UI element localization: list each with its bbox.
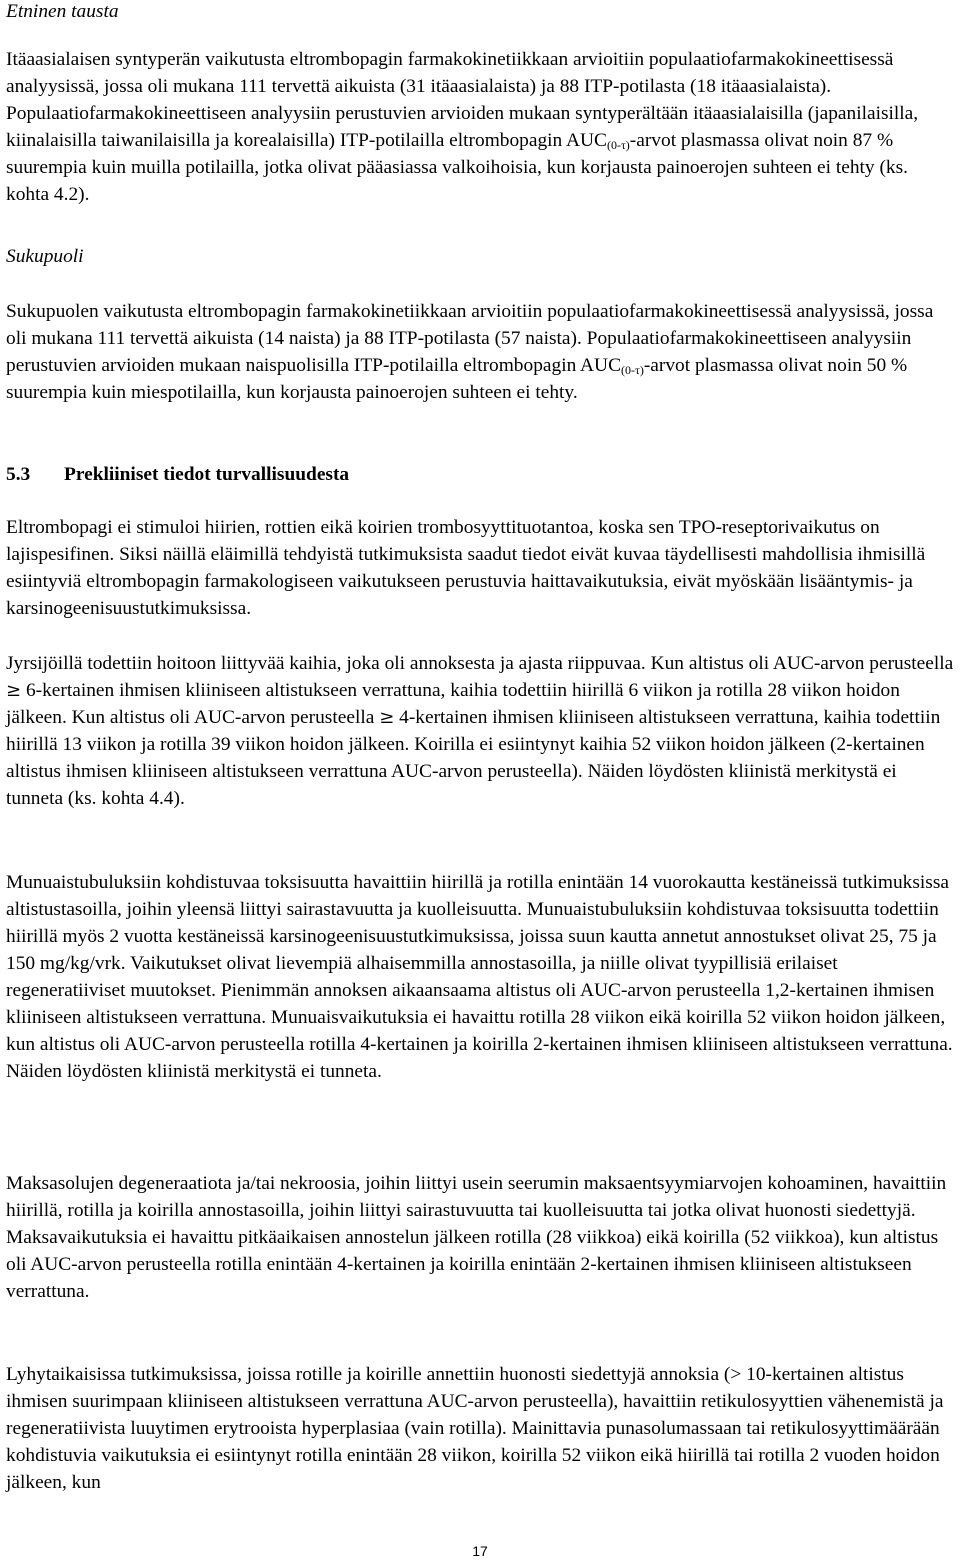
preclinical-paragraph-1: Eltrombopagi ei stimuloi hiirien, rottien eikä koirien trombosyyttituotantoa, koska sen TPO-reseptorivaikutus on lajispesifinen. Siksi näillä eläimillä tehdyistä tutkimuksista saadut tiedot eivät kuvaa täydellisesti mahdollisia ihmisillä esiintyviä eltrombopagin farmakologiseen vaikutukseen perustuvia haittavaikutuksia, eivät myöskään lisääntymis- ja karsinogeenisuustutkimuksissa. (6, 517, 926, 619)
ethnic-paragraph-text-b: -arvot plasmassa olivat noin 87 % suurempia kuin muilla potilailla, jotka olivat pääasiassa valkoihoisia, kun korjausta painoerojen suhteen ei tehty (ks. kohta 4.2). (6, 130, 908, 205)
auc-subscript: (0-τ) (621, 363, 644, 377)
sex-paragraph-text-b: -arvot plasmassa olivat noin 50 % suurempia kuin miespotilailla, kun korjausta painoerojen suhteen ei tehty. (6, 355, 908, 403)
ethnic-paragraph (6, 46, 954, 208)
sex-paragraph-text-a: Sukupuolen vaikutusta eltrombopagin farmakokinetiikkaan arvioitiin populaatiofarmakokineettisessä analyysissä, jossa oli mukana 111 tervettä aikuista (14 naista) ja 88 ITP-potilasta (57 naista). Populaatiofarmakokineettiseen analyysiin perustuvien arvioiden mukaan naispuolisilla ITP-potilailla eltrombopagin AUC (6, 301, 934, 376)
section-heading-5-3 (6, 461, 349, 488)
preclinical-paragraph-5: Lyhytaikaisissa tutkimuksissa, joissa rotille ja koirille annettiin huonosti siedettyjä annoksia (> 10-kertainen altistus ihmisen suurimpaan kliiniseen altistukseen verrattuna AUC-arvon perusteella), havaittiin retikulosyyttien vähenemistä ja regeneratiivista luuytimen erytrooista hyperplasiaa (vain rotilla). Mainittavia punasolumassaan tai retikulosyyttimäärään kohdistuvia vaikutuksia ei esiintynyt rotilla enintään 28 viikon, koirilla 52 viikon eikä hiirillä tai rotilla 2 vuoden hoidon jälkeen, kun (6, 1364, 944, 1493)
section-number: 5.3 (6, 464, 31, 485)
page-number: 17 (472, 1543, 488, 1559)
greater-equal-symbol: ≥ (6, 680, 22, 701)
auc-subscript: (0-τ) (606, 138, 630, 152)
preclinical-paragraph-4: Maksasolujen degeneraatiota ja/tai nekroosia, joihin liittyi usein seerumin maksaentsyymiarvojen kohoaminen, havaittiin hiirillä, rotilla ja koirilla annostasoilla, joihin liittyi sairastuvuutta tai kuolleisuutta tai jotka olivat huonosti siedettyjä. Maksavaikutuksia ei havaittu pitkäaikaisen annostelun jälkeen rotilla (28 viikkoa) eikä koirilla (52 viikkoa), kun altistus oli AUC-arvon perusteella rotilla enintään 4-kertainen ja koirilla enintään 2-kertainen ihmisen kliiniseen altistukseen verrattuna. (6, 1173, 947, 1302)
sex-paragraph (6, 298, 954, 406)
ethnic-heading: Etninen tausta (6, 1, 119, 22)
cataract-text-a: Jyrsijöillä todettiin hoitoon liittyvää kaihia, joka oli annoksesta ja ajasta riippuvaa. Kun altistus oli AUC-arvon perusteella (6, 653, 954, 674)
sex-heading: Sukupuoli (6, 246, 84, 267)
preclinical-paragraph-3: Munuaistubuluksiin kohdistuvaa toksisuutta havaittiin hiirillä ja rotilla enintään 14 vuorokautta kestäneissä tutkimuksissa altistustasoilla, joihin yleensä liittyi sairastavuutta ja kuolleisuutta. Munuaistubuluksiin kohdistuvaa toksisuutta todettiin hiirillä myös 2 vuotta kestäneissä karsinogeenisuustutkimuksissa, joissa suun kautta annetut annostukset olivat 25, 75 ja 150 mg/kg/vrk. Vaikutukset olivat lievempiä alhaisemmilla annostasoilla, ja niille olivat tyypillisiä erilaiset regeneratiiviset muutokset. Pienimmän annoksen aikaansaama altistus oli AUC-arvon perusteella 1,2-kertainen ihmisen kliiniseen altistukseen verrattuna. Munuaisvaikutuksia ei havaittu rotilla 28 viikon eikä koirilla 52 viikon hoidon jälkeen, kun altistus oli AUC-arvon perusteella rotilla 4-kertainen ja koirilla 2-kertainen ihmisen kliiniseen altistukseen verrattuna. Näiden löydösten kliinistä merkitystä ei tunneta. (6, 872, 953, 1082)
cataract-text-b: 6-kertainen ihmisen kliiniseen altistukseen verrattuna, kaihia todettiin hiirillä 6 viikon ja rotilla 28 viikon hoidon jälkeen. Kun altistus oli AUC-arvon perusteella (6, 680, 900, 728)
ethnic-paragraph-text-a: Itäaasialaisen syntyperän vaikutusta eltrombopagin farmakokinetiikkaan arvioitiin populaatiofarmakokineettisessä analyysissä, jossa oli mukana 111 tervettä aikuista (31 itäaasialaista) ja 88 ITP-potilasta (18 itäaasialaista). Populaatiofarmakokineettiseen analyysiin perustuvien arvioiden mukaan syntyperältään itäaasialaisilla (japanilaisilla, kiinalaisilla taiwanilaisilla ja korealaisilla) ITP-potilailla eltrombopagin AUC (6, 49, 919, 151)
section-title: Prekliiniset tiedot turvallisuudesta (64, 464, 350, 485)
greater-equal-symbol: ≥ (379, 707, 395, 728)
cataract-text-c: 4-kertainen ihmisen kliiniseen altistukseen verrattuna, kaihia todettiin hiirillä 13 viikon ja rotilla 39 viikon hoidon jälkeen. Koirilla ei esiintynyt kaihia 52 viikon hoidon jälkeen (2-kertainen altistus ihmisen kliiniseen altistukseen verrattuna AUC-arvon perusteella). Näiden löydösten kliinistä merkitystä ei tunneta (ks. kohta 4.4). (6, 707, 941, 809)
preclinical-paragraph-2 (6, 650, 954, 812)
